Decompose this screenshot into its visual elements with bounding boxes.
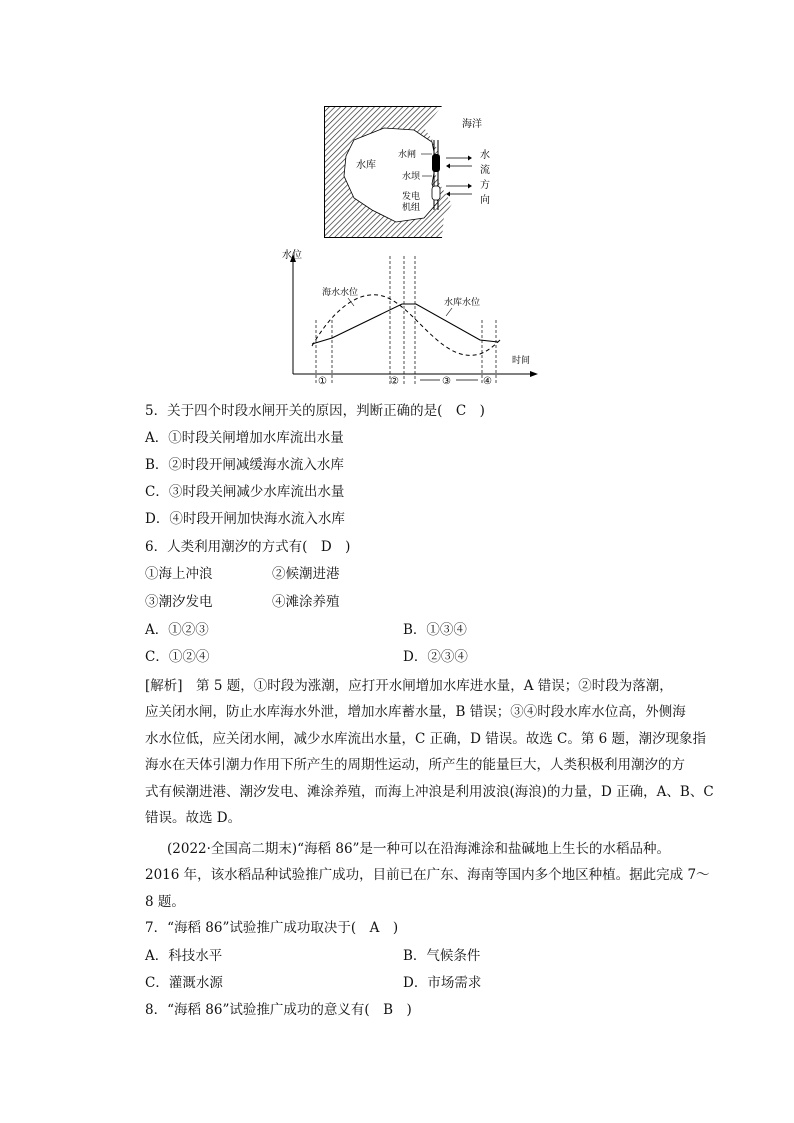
generator-icon bbox=[432, 186, 440, 200]
q8-stem: 8．“海稻 86”试验推广成功的意义有( B ) bbox=[145, 1002, 412, 1018]
q5-option-c: C．③时段关闸减少水库流出水量 bbox=[145, 484, 345, 500]
q7-stem: 7．“海稻 86”试验推广成功取决于( A ) bbox=[145, 920, 399, 936]
intro-paragraph bbox=[145, 836, 710, 915]
q5-option-b: B．②时段开闸减缓海水流入水库 bbox=[145, 457, 344, 473]
sea-level-series-label: 海水水位 bbox=[322, 288, 359, 298]
q5-option-a: A．①时段关闸增加水库流出水量 bbox=[145, 430, 344, 446]
reservoir-level-series-label: 水库水位 bbox=[444, 298, 481, 308]
water-level-chart bbox=[280, 246, 542, 388]
gate-label: 水闸 bbox=[398, 150, 417, 160]
intro-line: (2022·全国高二期末)“海稻 86”是一种可以在沿海滩涂和盐碱地上生长的水稻品种。 bbox=[167, 841, 670, 857]
flow-direction-char-3: 方 bbox=[480, 180, 490, 191]
intro-line: 8 题。 bbox=[145, 893, 185, 910]
period-label-1: ① bbox=[318, 376, 327, 387]
q7-option-d: D．市场需求 bbox=[403, 975, 482, 991]
q6-item-4: ④滩涂养殖 bbox=[272, 594, 340, 610]
analysis-line: 应关闭水闸，防止水库海水外泄，增加水库蓄水量，B 错误；③④时段水库水位高，外侧海 bbox=[145, 704, 686, 721]
q6-option-d: D．②③④ bbox=[403, 649, 468, 665]
flow-direction-char-2: 流 bbox=[480, 165, 490, 176]
analysis-line: 水水位低，应关闭水闸，减少水库流出水量，C 正确，D 错误。故选 C。第 6 题，潮汐现象指 bbox=[145, 730, 707, 747]
analysis-line: [解析] 第 5 题，①时段为涨潮，应打开水闸增加水库进水量，A 错误；②时段为落潮， bbox=[145, 678, 673, 694]
q6-item-1: ①海上冲浪 bbox=[145, 566, 213, 582]
reservoir-label: 水库 bbox=[356, 160, 376, 171]
y-axis-label: 水位 bbox=[282, 250, 302, 261]
dam-label: 水坝 bbox=[402, 172, 421, 182]
q6-option-a: A．①②③ bbox=[145, 622, 209, 638]
analysis-line: 错误。故选 D。 bbox=[145, 810, 242, 827]
period-label-2: ② bbox=[390, 376, 399, 387]
q7-option-c: C．灌溉水源 bbox=[145, 975, 223, 991]
analysis-line: 海水在天体引潮力作用下所产生的周期性运动，所产生的能量巨大，人类积极利用潮汐的方 bbox=[145, 757, 685, 774]
flow-direction-char-4: 向 bbox=[480, 195, 490, 206]
q6-option-b: B．①③④ bbox=[403, 622, 467, 638]
q7-option-a: A．科技水平 bbox=[145, 948, 223, 964]
x-axis-label: 时间 bbox=[512, 356, 531, 366]
water-gate-icon bbox=[432, 154, 440, 172]
q6-item-3: ③潮汐发电 bbox=[145, 594, 213, 610]
q5-option-d: D．④时段开闸加快海水流入水库 bbox=[145, 511, 345, 527]
flow-direction-char-1: 水 bbox=[480, 150, 490, 161]
q6-stem: 6．人类利用潮汐的方式有( D ) bbox=[145, 539, 351, 555]
analysis-line: 式有候潮进港、潮汐发电、滩涂养殖，而海上冲浪是利用波浪(海浪)的力量，D 正确，A、B、C bbox=[145, 783, 714, 800]
generator-label-2: 机组 bbox=[402, 203, 421, 213]
q6-option-c: C．①②④ bbox=[145, 649, 210, 665]
generator-label-1: 发电 bbox=[402, 192, 421, 202]
q6-item-2: ②候潮进港 bbox=[272, 566, 340, 582]
ocean-label: 海洋 bbox=[462, 119, 482, 130]
analysis-paragraph bbox=[145, 673, 714, 831]
period-label-3: ③ bbox=[442, 376, 451, 387]
q7-option-b: B．气候条件 bbox=[403, 948, 481, 964]
period-label-4: ④ bbox=[483, 376, 492, 387]
q5-stem: 5．关于四个时段水闸开关的原因，判断正确的是( C ) bbox=[145, 403, 485, 419]
reservoir-map-figure bbox=[324, 106, 502, 238]
intro-line: 2016 年，该水稻品种试验推广成功，目前已在广东、海南等国内多个地区种植。据此完成 7～ bbox=[145, 867, 710, 884]
